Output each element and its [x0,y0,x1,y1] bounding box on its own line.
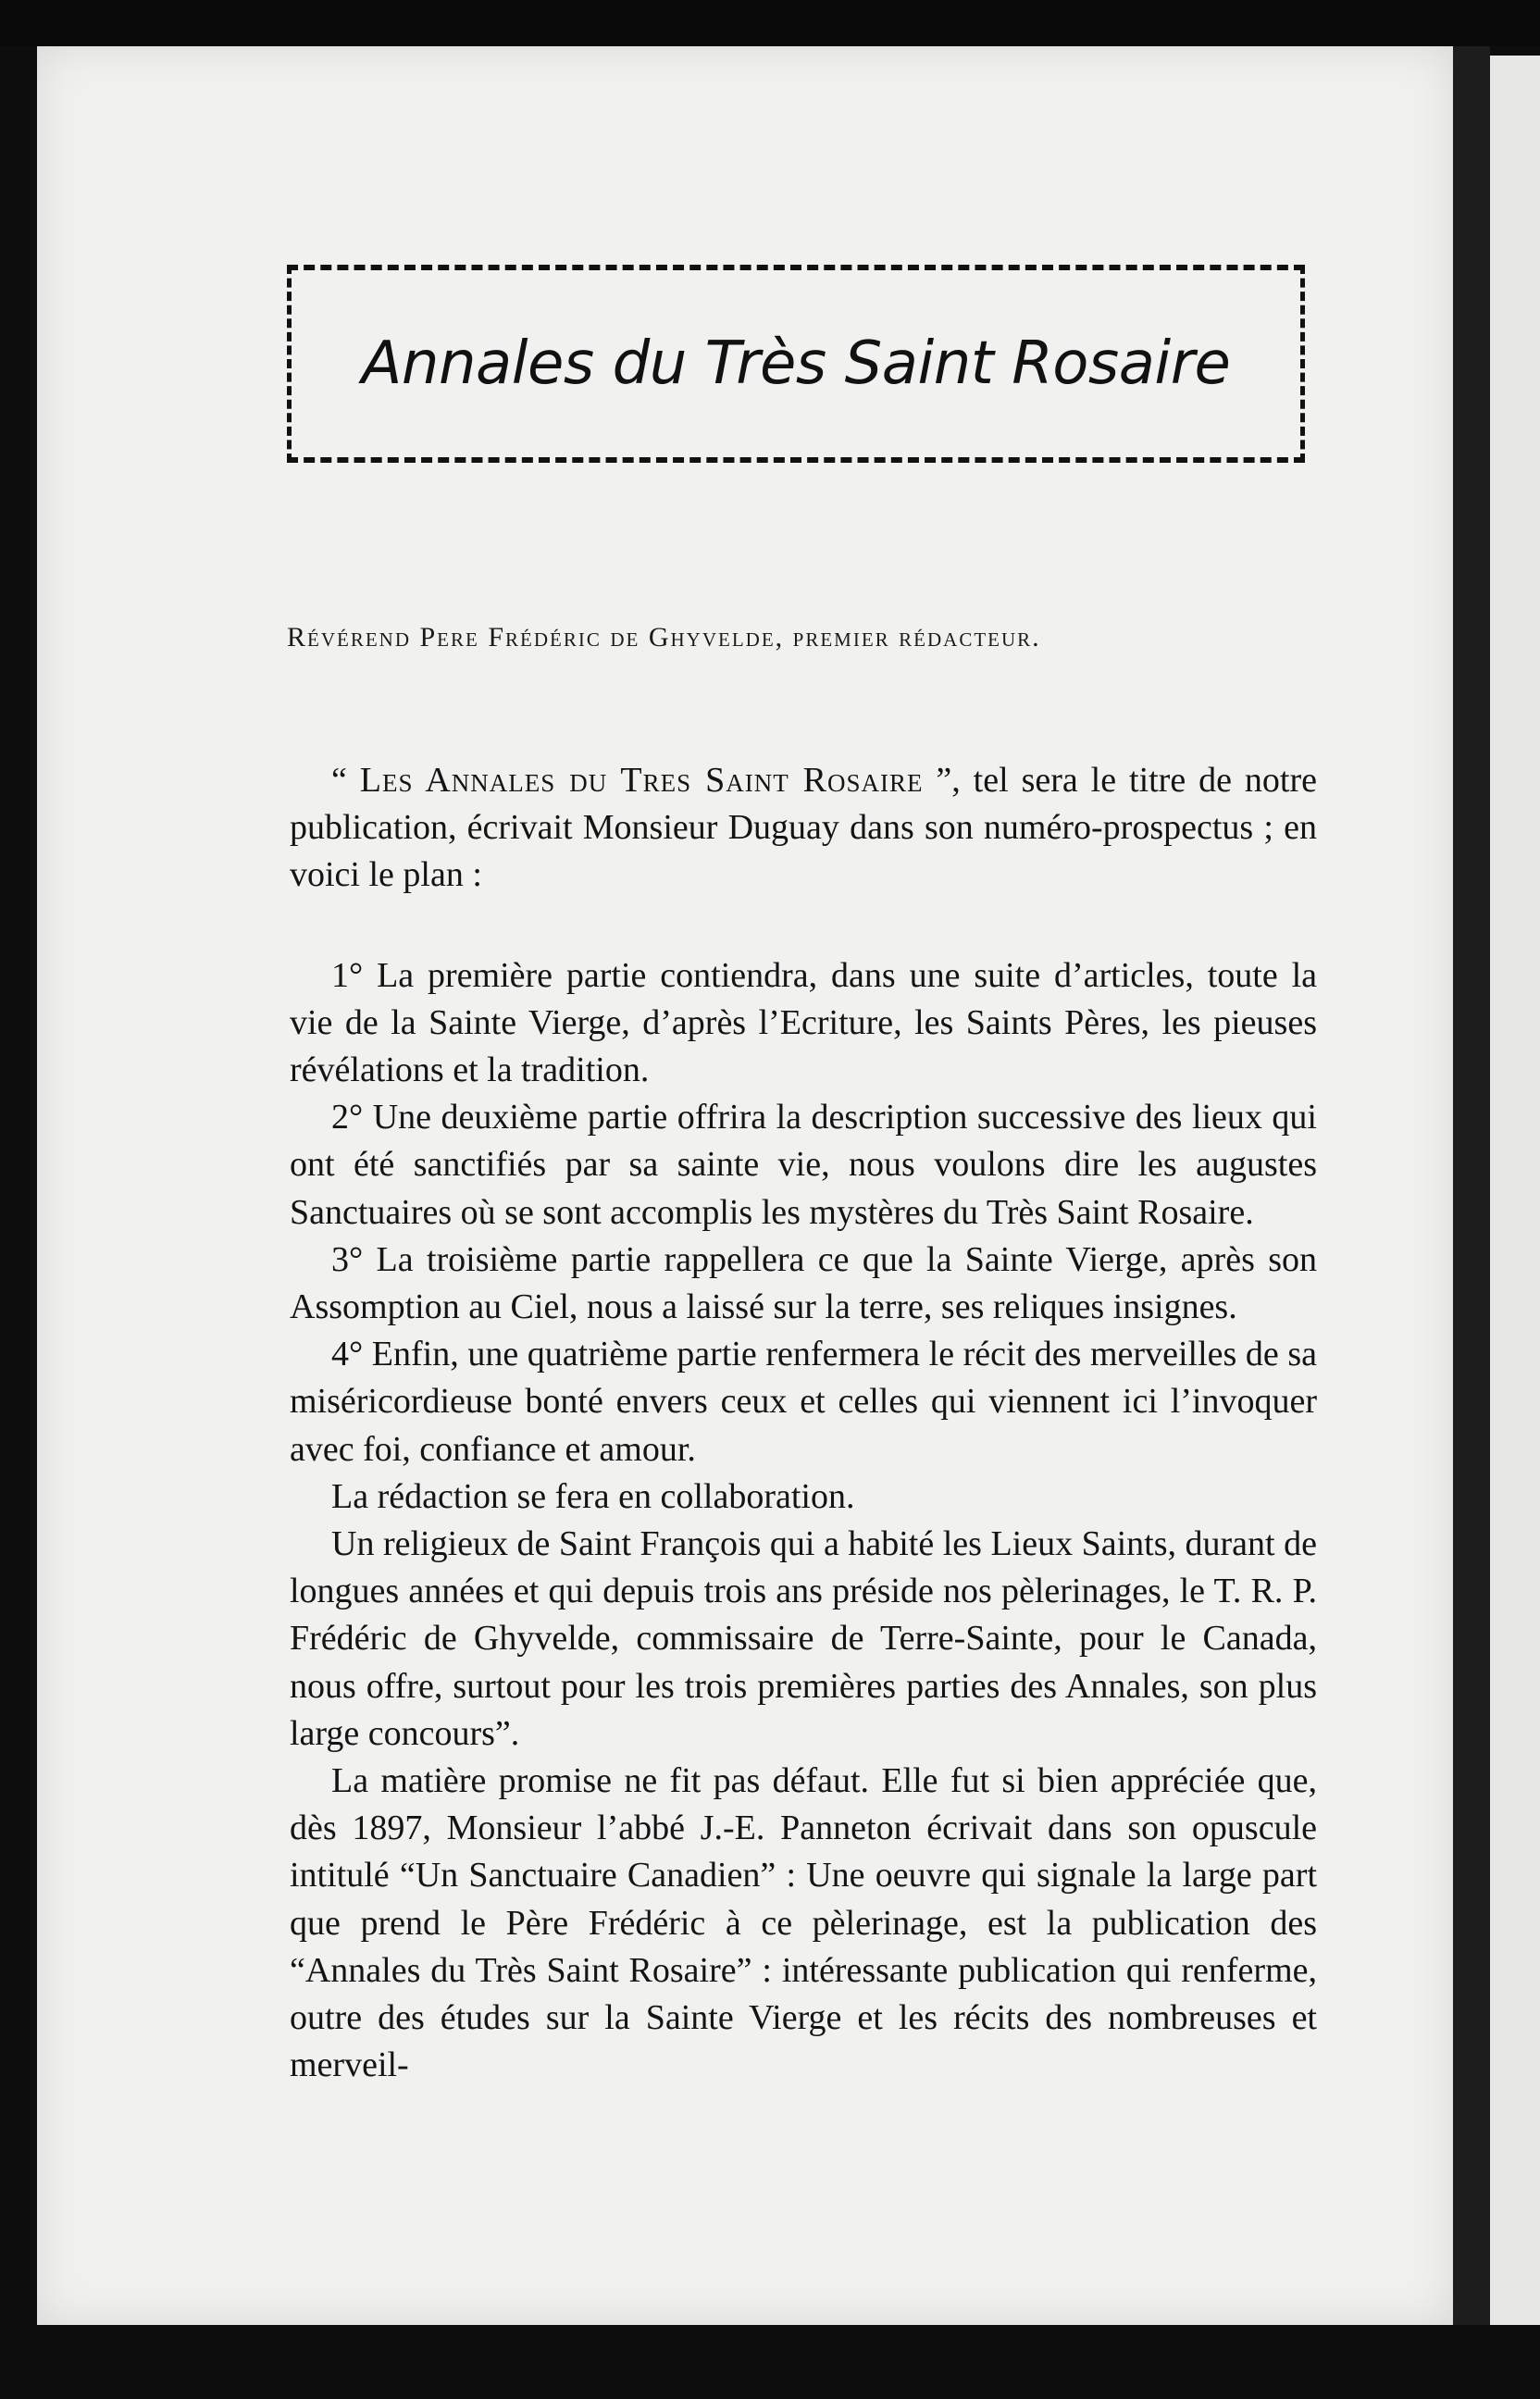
page-title: Annales du Très Saint Rosaire [361,329,1231,398]
plan-item-3: 3° La troisième partie rappellera ce que la Sainte Vierge, après son Assomption au Ciel, nous a laissé sur la terre, ses reliques insignes. [290,1239,1317,1327]
section-gap [290,900,1317,952]
author-byline: Révérend Pere Frédéric de Ghyvelde, premier rédacteur. [287,622,1041,653]
publication-title-small-caps: Les Annales du Tres Saint Rosaire [359,761,924,800]
matiere-paragraph: La matière promise ne fit pas défaut. Elle fut si bien appréciée que, dès 1897, Monsieur l’abbé J.-E. Panneton écrivait dans son opuscule intitulé “Un Sanctuaire Canadien” : Une oeuvre qui signale la large part que prend le Père Frédéric à ce pèlerinage, est la publication des “Annales du Très Saint Rosaire” : intéressante publication qui renferme, outre des études sur la Sainte Vierge et les récits des nombreuses et merveil- [290,1761,1317,2085]
intro-open-quote: “ [331,761,360,800]
plan-item-1: 1° La première partie contiendra, dans une suite d’articles, toute la vie de la Sainte Vierge, d’après l’Ecriture, les Saints Pères, les pieuses révélations et la tradition. [290,955,1317,1090]
scan-top-border [0,0,1540,46]
plan-item-2: 2° Une deuxième partie offrira la description successive des lieux qui ont été sanctifiés par sa sainte vie, nous voulons dire les augustes Sanctuaires où se sont accomplis les mystères du Très Saint Rosaire. [290,1098,1317,1232]
book-gutter-shadow [1453,46,1490,2325]
title-frame [287,265,1305,463]
intro-paragraph [290,757,1317,900]
next-page-edge [1490,56,1540,2325]
religieux-paragraph: Un religieux de Saint François qui a habité les Lieux Saints, durant de longues années et qui depuis trois ans préside nos pèlerinages, le T. R. P. Frédéric de Ghyvelde, commissaire de Terre-Sainte, pour le Canada, nous offre, surtout pour les trois premières parties des Annales, son plus large concours”. [290,1524,1317,1753]
plan-item-4: 4° Enfin, une quatrième partie renfermera le récit des merveilles de sa miséricordieuse bonté envers ceux et celles qui viennent ici l’invoquer avec foi, confiance et amour. [290,1335,1317,1469]
body-text [290,757,1317,2089]
intro-text: ”, tel sera le titre de notre publication, écrivait Monsieur Duguay dans son numéro-prospectus ; en voici le plan : [290,761,1317,895]
collaboration-paragraph: La rédaction se fera en collaboration. [331,1476,855,1516]
